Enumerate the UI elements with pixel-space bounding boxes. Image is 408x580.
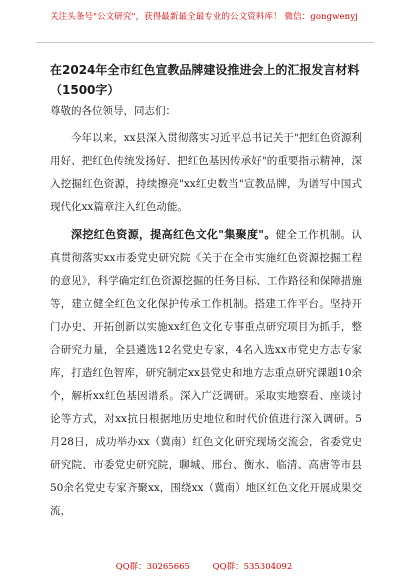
footer-qq-2: QQ群：535304092 [212,562,293,572]
title-line-2: （1500字） [50,83,120,97]
section-1-paragraph [50,223,362,523]
footer-qq-1: QQ群：30265665 [115,562,190,572]
section-1-text: 健全工作机制。认真贯彻落实xx市委党史研究院《关于在全市实施红色资源挖掘工程的意见》，科学确定红色资源挖掘的任务目标、工作路径和保障措施等，建立健全红色文化保护传承工作机制。搭建工作平台。坚持开门办史、开拓创新以实施xx红色文化专事重点研究项目为抓手，整合研究力量，全县遴选12名党史专家，4名入选xx市党史方志专家库，打造红色智库，研究制定xx县党史和地方志重点研究课题10余个，解析xx红色基因谱系。深入广泛调研。采取实地察看、座谈讨论等方式，对xx抗日根据地历史地位和时代价值进行深入调研。5月28日，成功举办xx（冀南）红色文化研究现场交流会，省委党史研究院、市委党史研究院，聊城、邢台、衡水、临清、高唐等市县50余名党史专家齐聚xx，围绕xx（冀南）地区红色文化开展成果交流， [50,229,362,517]
section-1-heading: 深挖红色资源，提高红色文化"集聚度"。 [71,228,276,241]
header-notice: 关注头条号"公文研究"，获得最新最全最专业的公文资料库！ 微信：gongwenyj [50,12,358,22]
document-title [50,60,370,100]
intro-paragraph: 今年以来，xx县深入贯彻落实习近平总书记关于"把红色资源利用好、把红色传统发扬好、把红色基因传承好"的重要指示精神，深入挖掘红色资源，持续擦亮"xx红史数当"宣教品牌，为谱写中国式现代化xx篇章注入红色动能。 [50,132,362,213]
title-line-1: 在2024年全市红色宣教品牌建设推进会上的汇报发言材料 [50,63,360,77]
greeting: 尊敬的各位领导，同志们： [50,105,176,117]
footer-notice [0,560,408,572]
header-divider [36,42,374,43]
document-body [50,100,362,523]
